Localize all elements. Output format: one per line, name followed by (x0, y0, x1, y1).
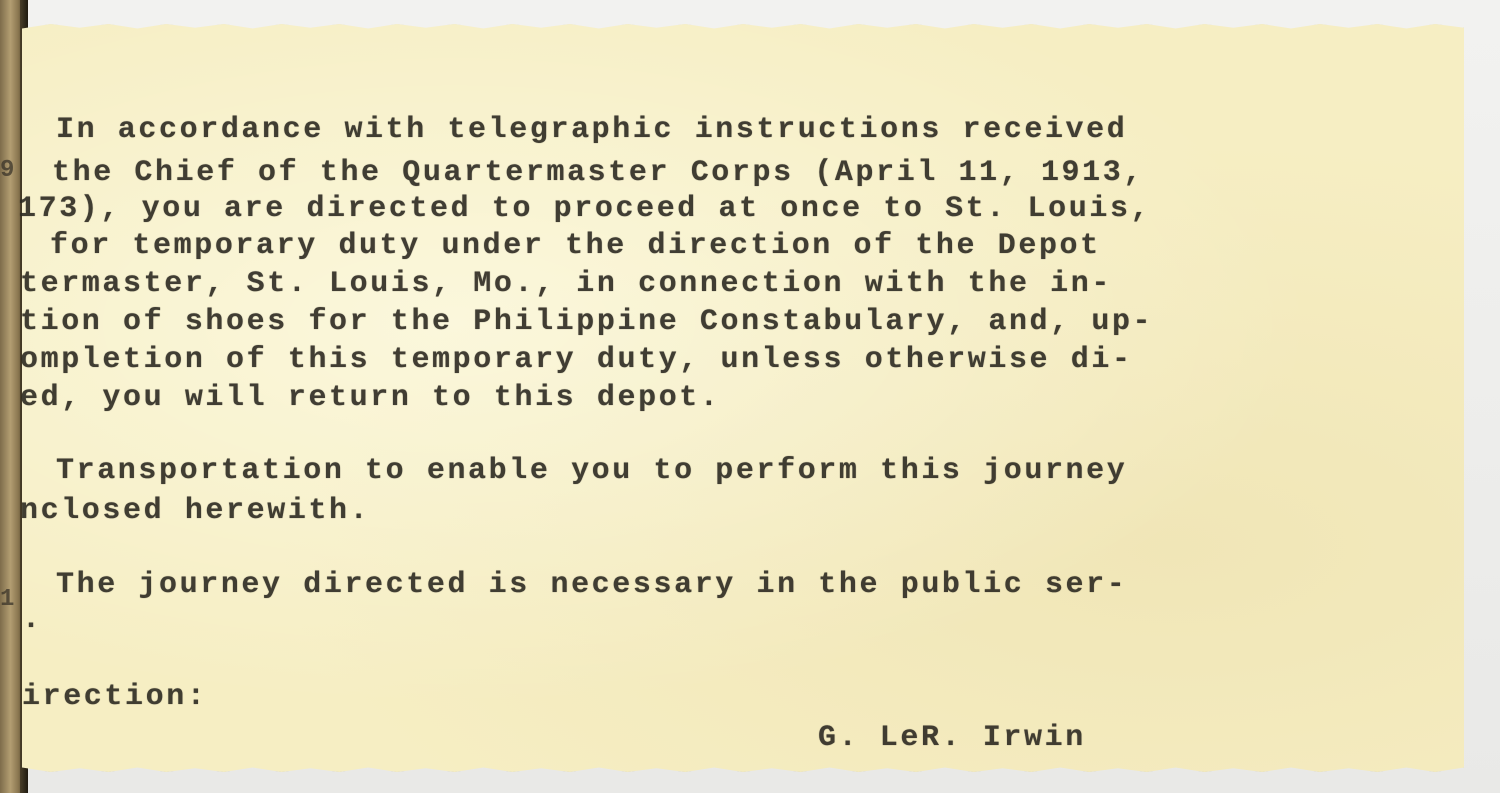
text-line: termaster, St. Louis, Mo., in connection with the in- (20, 267, 1112, 301)
text-line: ompletion of this temporary duty, unless otherwise di- (20, 343, 1133, 377)
text-line: . (22, 603, 43, 637)
text-line: 173), you are directed to proceed at once to St. Louis, (18, 192, 1152, 226)
text-line: nclosed herewith. (20, 494, 371, 528)
text-line: Transportation to enable you to perform this journey (56, 454, 1128, 488)
text-line: for temporary duty under the direction of the Depot (50, 229, 1101, 263)
text-line: tion of shoes for the Philippine Constabulary, and, up- (20, 305, 1154, 339)
text-line: In accordance with telegraphic instructions received (56, 113, 1128, 147)
margin-fragment: 1 (0, 586, 15, 613)
signature: G. LeR. Irwin (818, 721, 1086, 755)
margin-fragment: 9 (0, 157, 15, 184)
text-line: the Chief of the Quartermaster Corps (April 11, 1913, (52, 156, 1144, 190)
text-line: ed, you will return to this depot. (20, 381, 721, 415)
closing-line: irection: (22, 680, 208, 714)
text-line: The journey directed is necessary in the public ser- (56, 568, 1128, 602)
